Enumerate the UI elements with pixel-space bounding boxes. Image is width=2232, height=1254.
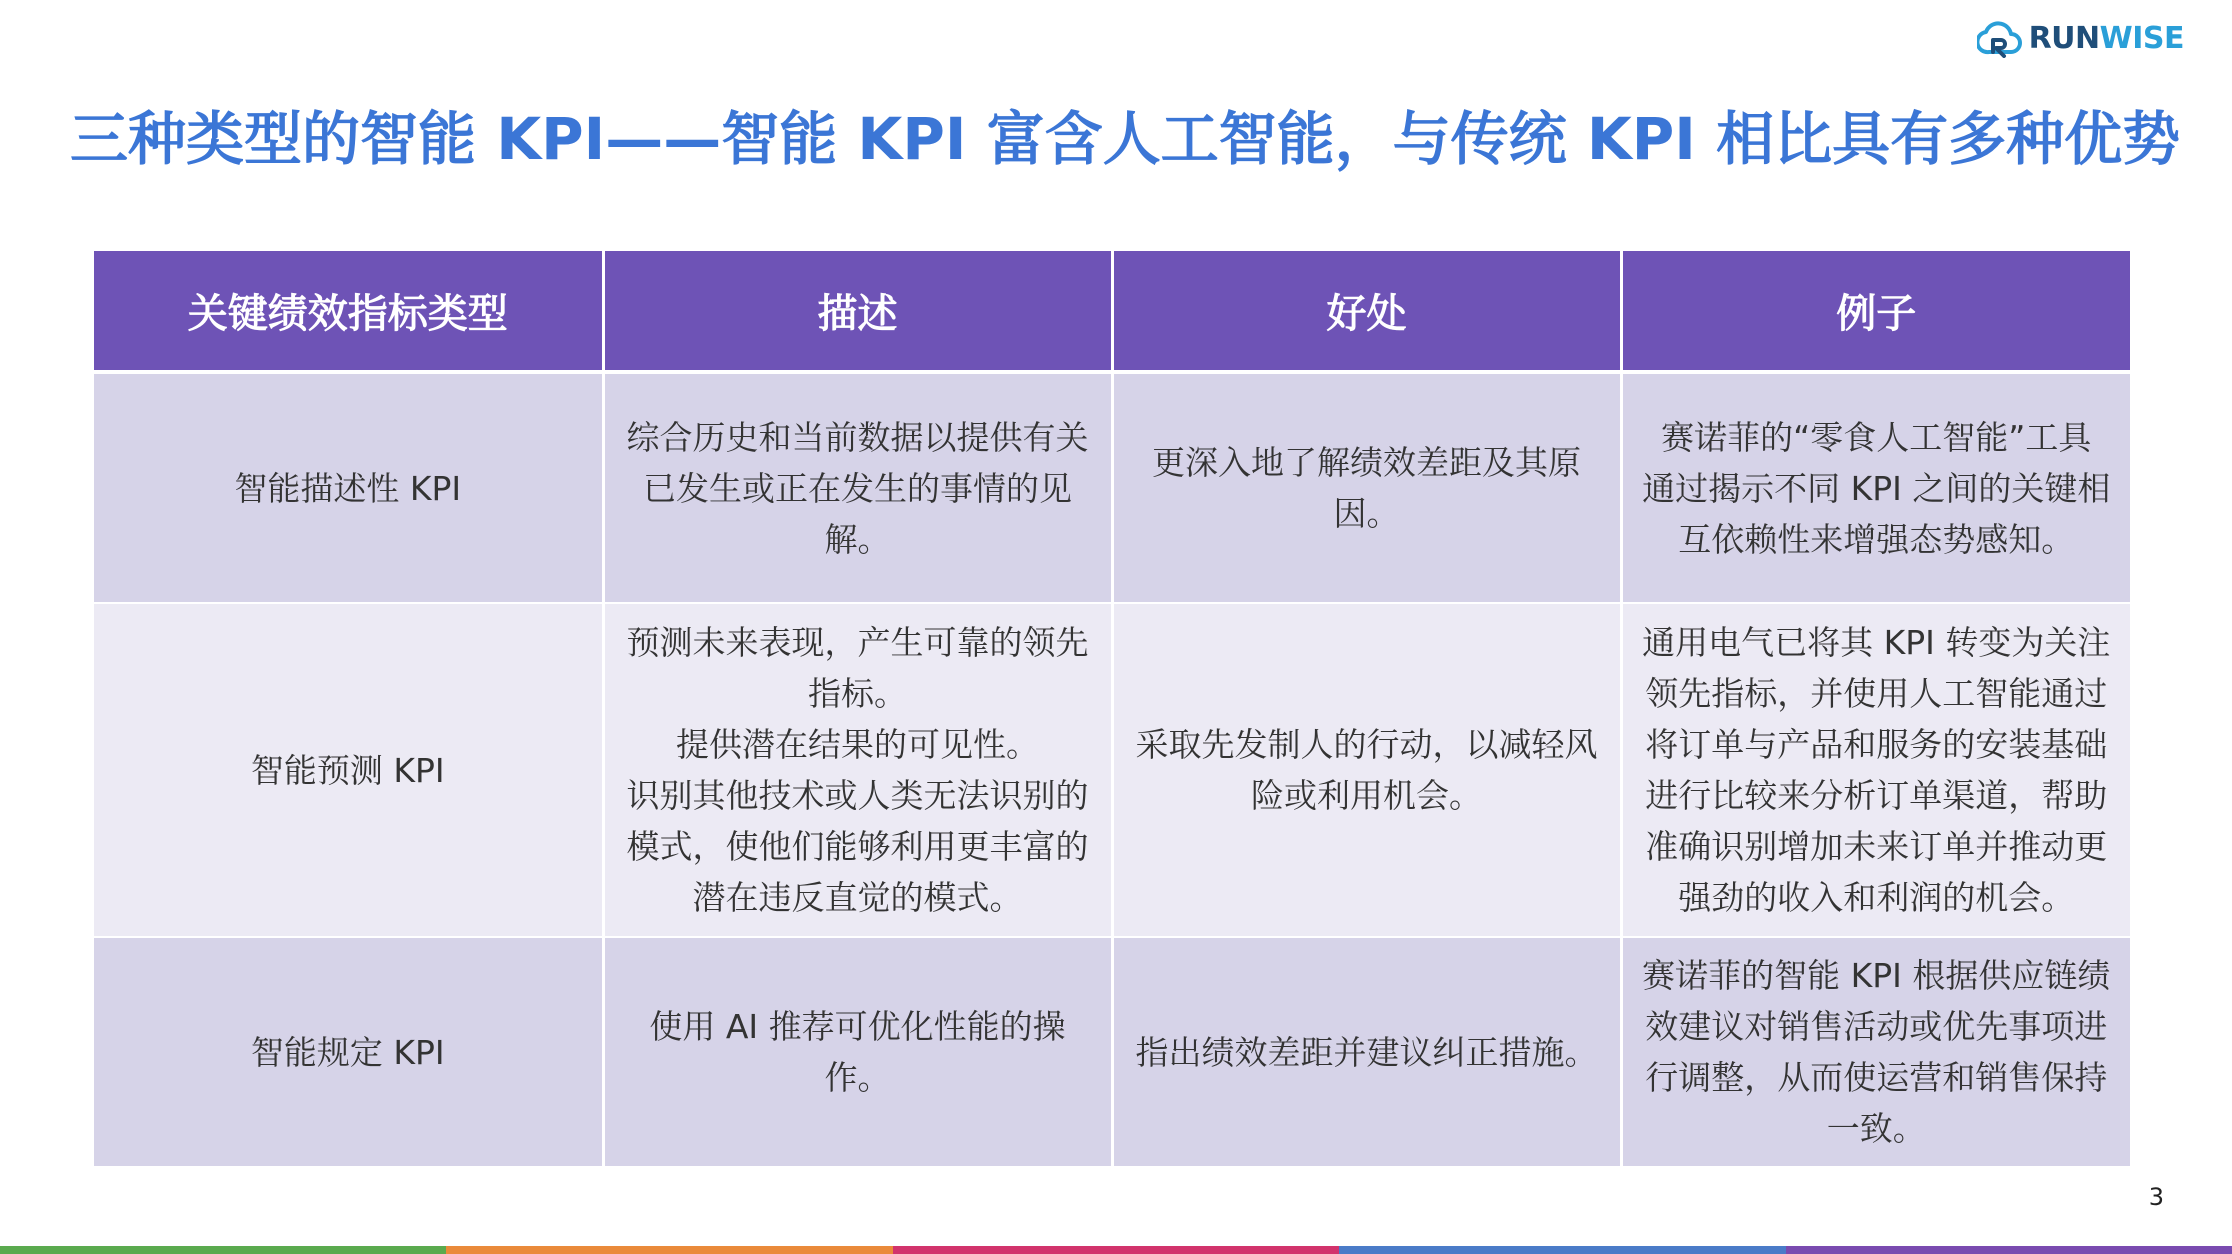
table-row-predictive bbox=[94, 603, 2130, 937]
cell-example bbox=[1621, 603, 2130, 937]
cell-line: 指出绩效差距并建议纠正措施。 bbox=[1135, 1032, 1598, 1072]
cell-line: 识别其他技术或人类无法识别的 bbox=[626, 776, 1089, 815]
page-title: 三种类型的智能 KPI——智能 KPI 富含人工智能，与传统 KPI 相比具有多种优势 bbox=[70, 105, 2181, 173]
logo-text-run: RUN bbox=[2028, 20, 2100, 56]
header-description: 描述 bbox=[603, 251, 1112, 372]
cell-line: 领先指标，并使用人工智能通过 bbox=[1645, 674, 2108, 713]
runwise-logo bbox=[1977, 18, 2184, 58]
cell-line: 通过揭示不同 KPI 之间的关键相 bbox=[1642, 468, 2111, 508]
cell-line: 已发生或正在发生的事情的见解。 bbox=[643, 468, 1072, 559]
cell-line: 赛诺菲的智能 KPI 根据供应链绩 bbox=[1642, 956, 2111, 995]
cell-line: 行调整，从而使运营和销售保持 bbox=[1645, 1058, 2108, 1097]
footer-color-bar bbox=[0, 1246, 2232, 1254]
cell-line: 提供潜在结果的可见性。 bbox=[676, 725, 1039, 764]
logo-text bbox=[2029, 21, 2184, 56]
cell-line: 指标。 bbox=[808, 674, 907, 713]
cell-line: 综合历史和当前数据以提供有关 bbox=[626, 417, 1089, 457]
cell-line: 一致。 bbox=[1826, 1109, 1926, 1148]
cell-line: 进行比较来分析订单渠道，帮助 bbox=[1645, 776, 2108, 815]
header-example: 例子 bbox=[1621, 251, 2130, 372]
cell-kpi-type: 智能规定 KPI bbox=[94, 937, 603, 1167]
cell-benefit bbox=[1112, 937, 1621, 1167]
cell-line: 更深入地了解绩效差距及其原因。 bbox=[1152, 443, 1581, 533]
cell-kpi-type: 智能预测 KPI bbox=[94, 603, 603, 937]
footer-segment-blue bbox=[1339, 1246, 1785, 1254]
cell-line: 险或利用机会。 bbox=[1251, 776, 1482, 815]
footer-segment-green bbox=[0, 1246, 446, 1254]
header-benefit: 好处 bbox=[1112, 251, 1621, 372]
table-row-descriptive bbox=[94, 372, 2130, 603]
page-number: 3 bbox=[2148, 1183, 2164, 1211]
table-row-prescriptive bbox=[94, 937, 2130, 1167]
header-kpi-type: 关键绩效指标类型 bbox=[94, 251, 603, 372]
cell-benefit bbox=[1112, 372, 1621, 603]
cell-line: 模式，使他们能够利用更丰富的 bbox=[626, 827, 1089, 866]
cell-line: 使用 AI 推荐可优化性能的操作。 bbox=[649, 1007, 1066, 1097]
cell-kpi-type: 智能描述性 KPI bbox=[94, 372, 603, 603]
footer-segment-orange bbox=[446, 1246, 892, 1254]
kpi-types-table bbox=[94, 251, 2130, 1168]
cell-line: 效建议对销售活动或优先事项进 bbox=[1645, 1007, 2108, 1046]
cell-line: 赛诺菲的“零食人工智能”工具 bbox=[1661, 417, 2092, 457]
cell-example bbox=[1621, 372, 2130, 603]
cell-description bbox=[603, 603, 1112, 937]
cell-line: 强劲的收入和利润的机会。 bbox=[1678, 878, 2075, 917]
cell-line: 互依赖性来增强态势感知。 bbox=[1678, 519, 2075, 559]
footer-segment-magenta bbox=[893, 1246, 1339, 1254]
cell-description bbox=[603, 372, 1112, 603]
cell-description bbox=[603, 937, 1112, 1167]
cloud-logo-icon bbox=[1977, 18, 2023, 58]
cell-line: 采取先发制人的行动，以减轻风 bbox=[1135, 725, 1598, 764]
logo-text-wise: WISE bbox=[2099, 20, 2184, 56]
cell-line: 将订单与产品和服务的安装基础 bbox=[1645, 725, 2108, 764]
cell-example bbox=[1621, 937, 2130, 1167]
cell-line: 通用电气已将其 KPI 转变为关注 bbox=[1642, 623, 2111, 662]
cell-line: 潜在违反直觉的模式。 bbox=[692, 878, 1023, 917]
cell-benefit bbox=[1112, 603, 1621, 937]
cell-line: 准确识别增加未来订单并推动更 bbox=[1645, 827, 2108, 866]
footer-segment-purple bbox=[1786, 1246, 2232, 1254]
table-header-row bbox=[94, 251, 2130, 372]
cell-line: 预测未来表现，产生可靠的领先 bbox=[626, 623, 1089, 662]
